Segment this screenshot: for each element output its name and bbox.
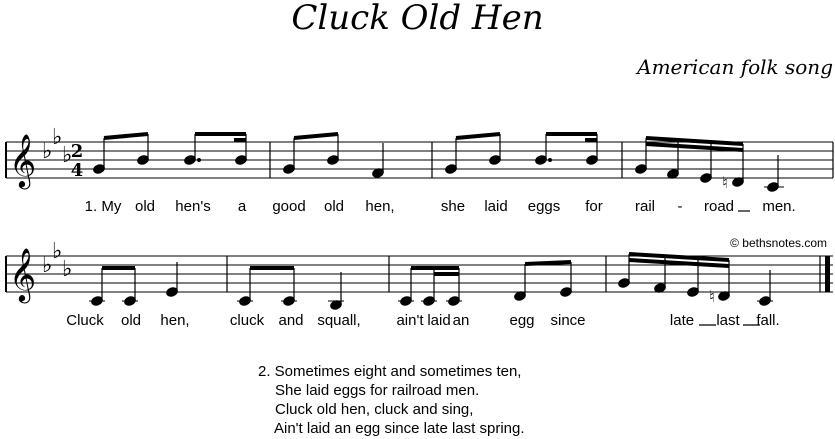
svg-text:♭: ♭ [62,143,73,168]
lyric-syllable: and [278,312,304,329]
lyric-syllable: eggs [527,198,561,215]
lyric-syllable: hen, [365,198,395,215]
time-signature [71,141,84,181]
svg-text:2: 2 [70,141,84,162]
key-signature [42,125,72,168]
lyric-syllable: men. [762,198,796,215]
lyric-syllable: old [120,312,142,329]
verse-2-line: She laid eggs for railroad men. [275,382,480,399]
treble-clef-icon: 𝄞 [9,133,37,187]
svg-text:4: 4 [70,160,84,181]
lyric-syllable: road [703,198,735,215]
lyric-syllable: egg [509,312,535,329]
lyric-syllable: 1. My [84,198,122,215]
svg-text:♭: ♭ [42,139,53,164]
svg-text:♭: ♭ [52,125,63,150]
lyric-syllable: laid [427,312,451,329]
lyric-syllable: laid [484,198,508,215]
svg-text:♮: ♮ [722,173,728,192]
lyric-syllable: cluck [229,312,265,329]
svg-text:♭: ♭ [52,239,63,264]
lyric-syllable: old [134,198,156,215]
lyric-syllable: Cluck [66,312,104,329]
svg-text:♭: ♭ [62,257,73,282]
verse-2 [258,362,525,438]
key-signature-2 [42,239,72,282]
verse-2-line: Ain't laid an egg since late last spring. [274,420,525,437]
composer-credit: American folk song [637,55,833,79]
lyric-syllable: fall. [756,312,780,329]
lyric-syllable: late [669,312,695,329]
song-title: Cluck Old Hen [291,0,544,38]
lyric-syllable: an [452,312,470,329]
lyric-syllable: squall, [317,312,361,329]
lyric-syllable: rail [634,198,656,215]
copyright-notice: © bethsnotes.com [730,236,827,250]
verse-2-line: Cluck old hen, cluck and sing, [275,401,474,418]
lyric-syllable: hen's [175,198,211,215]
lyric-syllable: ain't [396,312,424,329]
lyric-syllable: since [550,312,586,329]
svg-text:♮: ♮ [709,287,715,306]
notes-2 [89,254,773,311]
lyric-hyphen: - [677,198,683,215]
lyric-syllable: a [237,198,247,215]
svg-text:♭: ♭ [42,253,53,278]
lyric-syllable: old [323,198,345,215]
verse-2-line: 2. Sometimes eight and sometimes ten, [258,363,522,380]
notes-1 [92,134,784,193]
lyric-syllable: hen, [160,312,190,329]
lyric-syllable: last [716,312,740,329]
lyric-syllable: good [272,198,306,215]
lyric-syllable: for [585,198,603,215]
lyric-syllable: she [440,198,466,215]
treble-clef-icon-2: 𝄞 [9,247,37,301]
